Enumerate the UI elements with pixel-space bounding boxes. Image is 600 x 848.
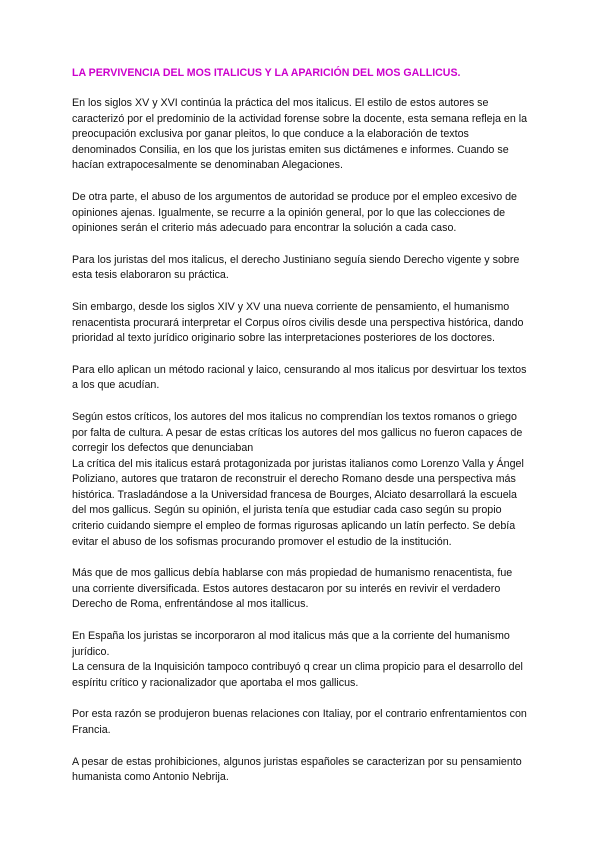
- document-title: LA PERVIVENCIA DEL MOS ITALICUS Y LA APARICIÓN DEL MOS GALLICUS.: [72, 67, 461, 79]
- paragraph-9: En España los juristas se incorporaron al mod italicus más que a la corriente del humanismo jurídico.: [72, 630, 510, 658]
- paragraph-8: Más que de mos gallicus debía hablarse con más propiedad de humanismo renacentista, fue una corriente diversificada. Estos autores destacaron por su interés en revivir el verdadero Derecho de Roma, enfrentándose al mos itallicus.: [72, 567, 513, 611]
- paragraph-7: La crítica del mis italicus estará protagonizada por juristas italianos como Lorenzo Valla y Ángel Poliziano, autores que trataron de reconstruir el derecho Romano desde una perspectiva más histórica. Trasladándose a la Universidad francesa de Bourges, Alciato desarrollará la escuela del mos gallicus. Según su opinión, el jurista tenía que estudiar cada caso según su propio criterio cuidando siempre el empleo de formas rigurosas aplicando un latín perfecto. Se debía evitar el abuso de los sofismas procurando promover el estudio de la institución.: [72, 457, 524, 548]
- paragraph-6: Según estos críticos, los autores del mos italicus no comprendían los textos romanos o griego por falta de cultura. A pesar de estas críticas los autores del mos gallicus no fueron capaces de corregir los defectos que denunciaban: [72, 410, 523, 455]
- paragraph-12: A pesar de estas prohibiciones, algunos juristas españoles se caracterizan por su pensamiento humanista como Antonio Nebrija.: [72, 755, 522, 784]
- paragraph-4: Sin embargo, desde los siglos XIV y XV una nueva corriente de pensamiento, el humanismo renacentista procurará interpretar el Corpus oíros civilis desde una perspectiva histórica, dando prioridad al texto jurídico originario sobre las interpretaciones posteriores de los doctores.: [72, 300, 524, 345]
- paragraph-10: La censura de la Inquisición tampoco contribuyó q crear un clima propicio para el desarrollo del espíritu crítico y racionalizador que aportaba el mos gallicus.: [72, 661, 523, 689]
- paragraph-1: En los siglos XV y XVI continúa la práctica del mos italicus. El estilo de estos autores se caracterizó por el predominio de la actividad forense sobre la docente, esta semana refleja en la preocupación exclusiva por ganar pleitos, lo que conduce a la elaboración de textos denominados Consilia, en los que los juristas emiten sus dictámenes e informes. Cuando se hacían extrapocesalmente se denominaban Alegaciones.: [72, 97, 528, 172]
- document-page: [72, 66, 532, 802]
- paragraph-11: Por esta razón se produjeron buenas relaciones con Italiay, por el contrario enfrentamientos con Francia.: [72, 708, 527, 736]
- paragraph-2: De otra parte, el abuso de los argumentos de autoridad se produce por el empleo excesivo de opiniones ajenas. Igualmente, se recurre a la opinión general, por lo que las colecciones de opiniones serán el criterio más adecuado para encontrar la solución a cada caso.: [72, 190, 517, 235]
- paragraph-5: Para ello aplican un método racional y laico, censurando al mos italicus por desvirtuar los textos a los que acudían.: [72, 363, 527, 392]
- paragraph-3: Para los juristas del mos italicus, el derecho Justiniano seguía siendo Derecho vigente y sobre esta tesis elaboraron su práctica.: [72, 253, 520, 282]
